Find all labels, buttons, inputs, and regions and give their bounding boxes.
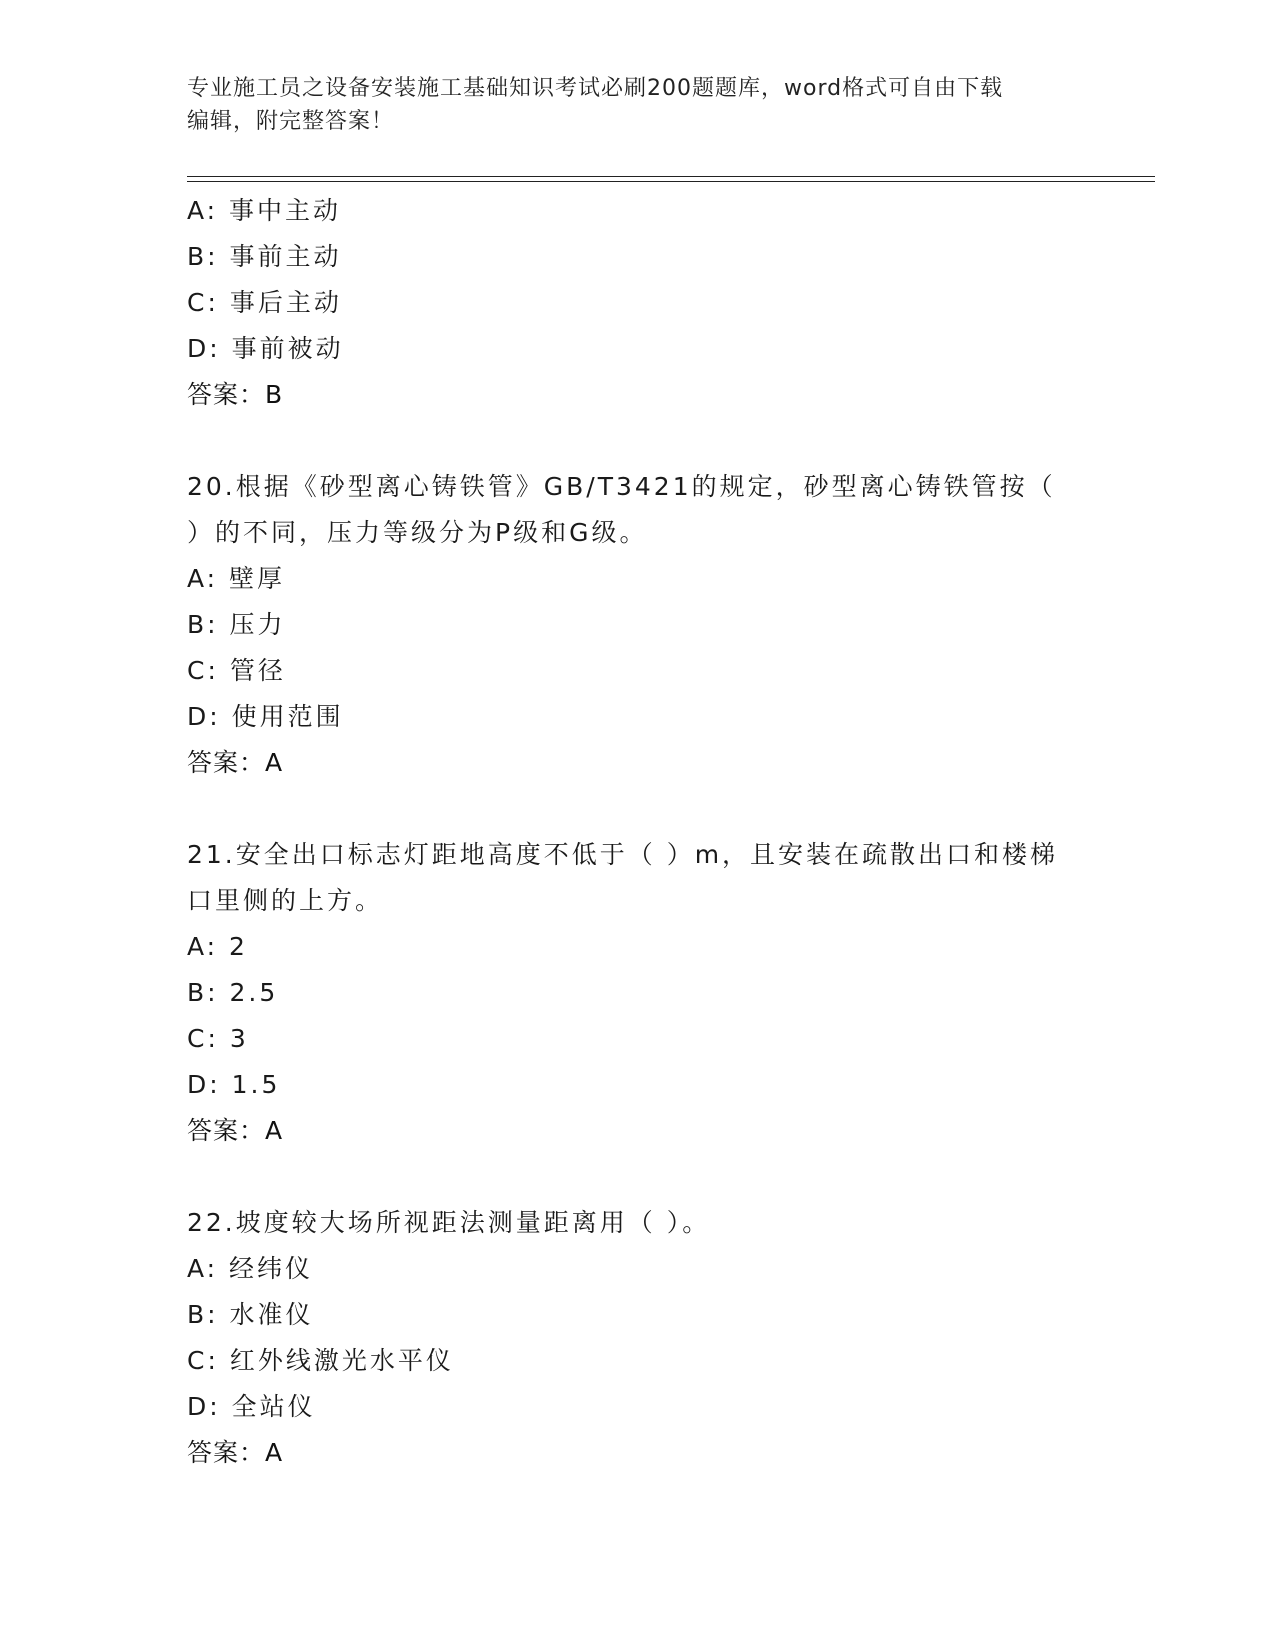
option-d: D: 使用范围 (187, 702, 344, 731)
option-d: D: 全站仪 (187, 1392, 316, 1421)
answer-line: 答案：B (187, 380, 284, 409)
option-c: C: 事后主动 (187, 288, 342, 317)
option-b: B: 2.5 (187, 978, 279, 1007)
spacer (187, 1154, 1107, 1200)
option-a: A: 2 (187, 932, 248, 961)
document-header (187, 72, 1087, 138)
question-stem-line: 口里侧的上方。 (187, 886, 384, 915)
option-a: A: 事中主动 (187, 196, 342, 225)
question-block (187, 1200, 1107, 1476)
spacer (187, 786, 1107, 832)
answer-line: 答案：A (187, 1438, 284, 1467)
option-c: C: 红外线激光水平仪 (187, 1346, 454, 1375)
question-stem-line: 21.安全出口标志灯距地高度不低于（ ）m，且安装在疏散出口和楼梯 (187, 840, 1059, 869)
question-block (187, 464, 1107, 786)
option-c: C: 3 (187, 1024, 249, 1053)
option-a: A: 壁厚 (187, 564, 286, 593)
option-b: B: 事前主动 (187, 242, 342, 271)
question-stem-line: 20.根据《砂型离心铸铁管》GB/T3421的规定，砂型离心铸铁管按（ (187, 472, 1056, 501)
option-a: A: 经纬仪 (187, 1254, 314, 1283)
question-list (187, 188, 1107, 1476)
header-line-2: 编辑，附完整答案！ (187, 109, 395, 134)
spacer (187, 418, 1107, 464)
option-d: D: 1.5 (187, 1070, 281, 1099)
question-block (187, 188, 1107, 418)
answer-line: 答案：A (187, 748, 284, 777)
option-d: D: 事前被动 (187, 334, 344, 363)
header-divider-bottom (187, 181, 1155, 182)
question-stem-line: 22.坡度较大场所视距法测量距离用（ ）。 (187, 1208, 711, 1237)
question-stem-line: ）的不同，压力等级分为P级和G级。 (187, 518, 648, 547)
option-b: B: 水准仪 (187, 1300, 314, 1329)
option-b: B: 压力 (187, 610, 286, 639)
header-line-1: 专业施工员之设备安装施工基础知识考试必刷200题题库，word格式可自由下载 (187, 76, 1004, 101)
answer-line: 答案：A (187, 1116, 284, 1145)
header-divider-top (187, 176, 1155, 177)
option-c: C: 管径 (187, 656, 286, 685)
question-block (187, 832, 1107, 1154)
